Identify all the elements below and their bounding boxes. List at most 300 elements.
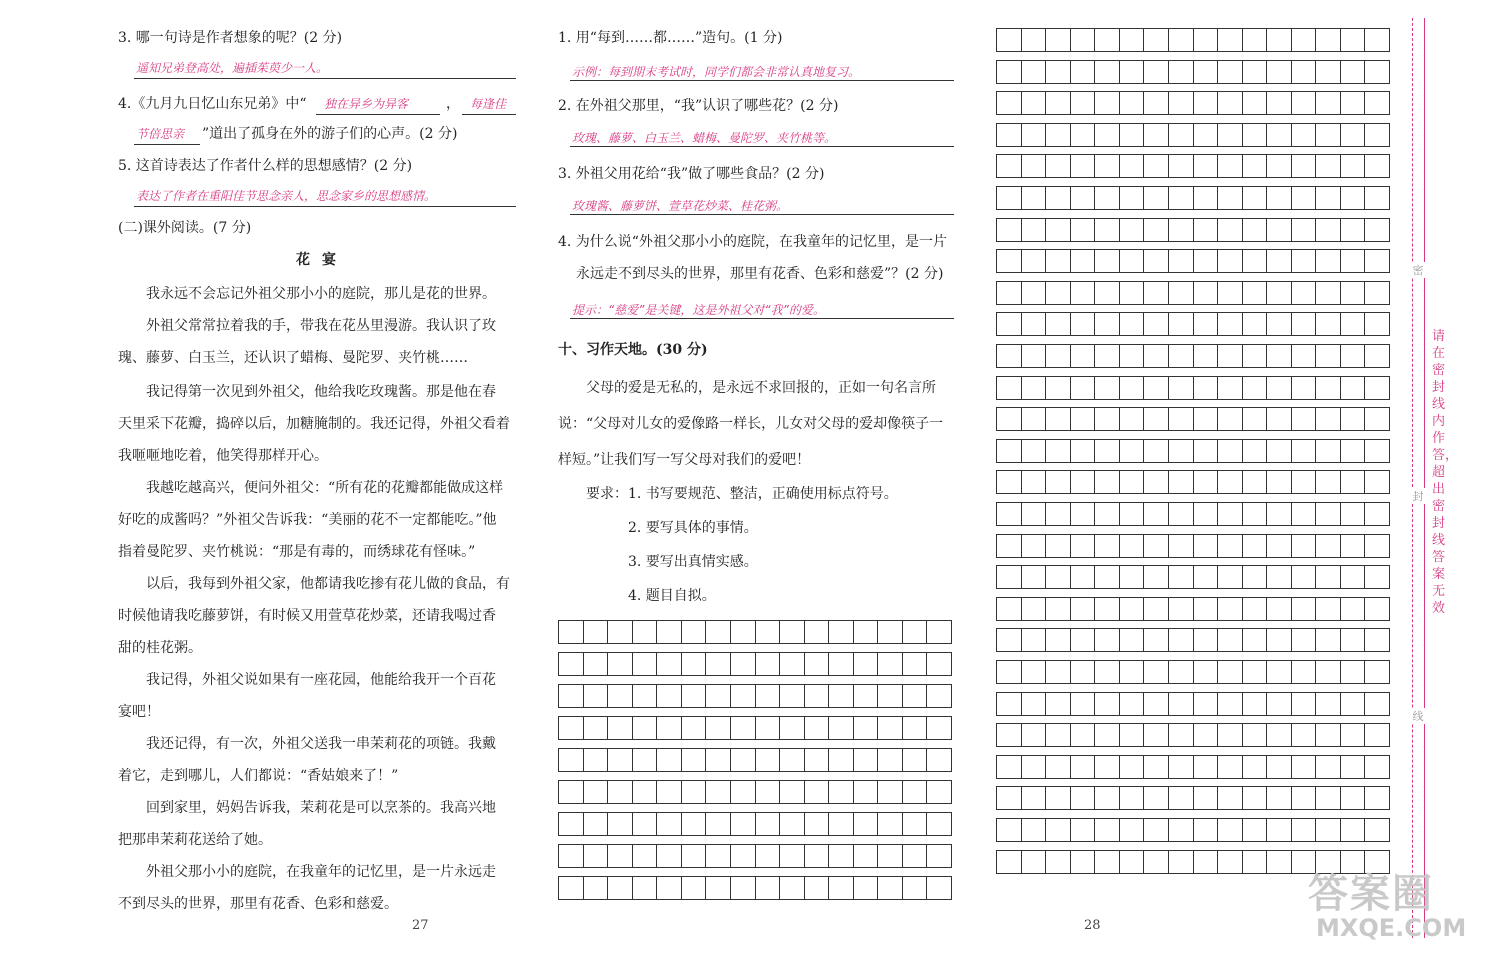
grid-cell[interactable] <box>926 845 951 867</box>
grid-cell[interactable] <box>853 749 878 771</box>
grid-cell[interactable] <box>1045 566 1070 588</box>
grid-cell[interactable] <box>926 653 951 675</box>
grid-cell[interactable] <box>1266 629 1291 651</box>
grid-cell[interactable] <box>1340 408 1365 430</box>
grid-cell[interactable] <box>1193 440 1218 462</box>
grid-cell[interactable] <box>656 685 681 707</box>
grid-cell[interactable] <box>1143 566 1168 588</box>
grid-cell[interactable] <box>1119 282 1144 304</box>
grid-cell[interactable] <box>1143 250 1168 272</box>
grid-cell[interactable] <box>902 749 927 771</box>
grid-cell[interactable] <box>1119 787 1144 809</box>
grid-cell[interactable] <box>1193 693 1218 715</box>
grid-cell[interactable] <box>1266 440 1291 462</box>
grid-cell[interactable] <box>853 845 878 867</box>
grid-cell[interactable] <box>1364 313 1389 335</box>
writing-grid-middle[interactable] <box>558 620 952 900</box>
grid-cell[interactable] <box>1217 250 1242 272</box>
grid-cell[interactable] <box>1266 503 1291 525</box>
grid-cell[interactable] <box>1168 282 1193 304</box>
grid-cell[interactable] <box>1168 219 1193 241</box>
grid-cell[interactable] <box>1315 155 1340 177</box>
grid-cell[interactable] <box>656 621 681 643</box>
grid-cell[interactable] <box>1021 187 1046 209</box>
grid-cell[interactable] <box>1193 535 1218 557</box>
grid-cell[interactable] <box>1266 345 1291 367</box>
grid-cell[interactable] <box>997 29 1021 51</box>
grid-cell[interactable] <box>997 566 1021 588</box>
grid-cell[interactable] <box>1266 219 1291 241</box>
grid-cell[interactable] <box>1340 219 1365 241</box>
grid-cell[interactable] <box>583 877 608 899</box>
grid-cell[interactable] <box>1168 756 1193 778</box>
grid-cell[interactable] <box>681 845 706 867</box>
grid-cell[interactable] <box>1168 29 1193 51</box>
grid-cell[interactable] <box>1340 787 1365 809</box>
grid-cell[interactable] <box>828 717 853 739</box>
grid-cell[interactable] <box>1364 629 1389 651</box>
grid-cell[interactable] <box>755 749 780 771</box>
grid-cell[interactable] <box>1242 92 1267 114</box>
grid-cell[interactable] <box>1193 187 1218 209</box>
grid-cell[interactable] <box>902 845 927 867</box>
grid-cell[interactable] <box>1315 187 1340 209</box>
grid-cell[interactable] <box>1021 440 1046 462</box>
grid-cell[interactable] <box>1119 313 1144 335</box>
grid-cell[interactable] <box>1119 535 1144 557</box>
grid-cell[interactable] <box>1094 155 1119 177</box>
grid-cell[interactable] <box>1045 535 1070 557</box>
grid-cell[interactable] <box>1045 819 1070 841</box>
grid-cell[interactable] <box>828 653 853 675</box>
grid-cell[interactable] <box>853 877 878 899</box>
grid-cell[interactable] <box>1193 377 1218 399</box>
grid-cell[interactable] <box>1340 155 1365 177</box>
grid-cell[interactable] <box>1340 282 1365 304</box>
grid-cell[interactable] <box>1193 282 1218 304</box>
grid-cell[interactable] <box>1070 219 1095 241</box>
grid-cell[interactable] <box>1266 693 1291 715</box>
grid-cell[interactable] <box>997 282 1021 304</box>
grid-cell[interactable] <box>1119 219 1144 241</box>
grid-cell[interactable] <box>926 877 951 899</box>
grid-cell[interactable] <box>1045 598 1070 620</box>
grid-cell[interactable] <box>1021 61 1046 83</box>
grid-cell[interactable] <box>1242 187 1267 209</box>
grid-cell[interactable] <box>559 685 583 707</box>
grid-cell[interactable] <box>1094 819 1119 841</box>
grid-cell[interactable] <box>730 749 755 771</box>
grid-cell[interactable] <box>779 717 804 739</box>
grid-cell[interactable] <box>1168 124 1193 146</box>
grid-cell[interactable] <box>1094 787 1119 809</box>
grid-cell[interactable] <box>1193 629 1218 651</box>
grid-cell[interactable] <box>1266 124 1291 146</box>
grid-cell[interactable] <box>607 685 632 707</box>
grid-cell[interactable] <box>997 503 1021 525</box>
grid-cell[interactable] <box>1094 503 1119 525</box>
grid-cell[interactable] <box>1340 471 1365 493</box>
grid-cell[interactable] <box>997 345 1021 367</box>
grid-cell[interactable] <box>1266 155 1291 177</box>
grid-cell[interactable] <box>1143 535 1168 557</box>
grid-cell[interactable] <box>1315 819 1340 841</box>
grid-cell[interactable] <box>656 845 681 867</box>
grid-cell[interactable] <box>1340 313 1365 335</box>
grid-cell[interactable] <box>1242 724 1267 746</box>
grid-cell[interactable] <box>1315 219 1340 241</box>
grid-cell[interactable] <box>755 877 780 899</box>
grid-cell[interactable] <box>1070 187 1095 209</box>
grid-cell[interactable] <box>853 813 878 835</box>
grid-cell[interactable] <box>902 813 927 835</box>
grid-cell[interactable] <box>1266 724 1291 746</box>
grid-cell[interactable] <box>559 845 583 867</box>
grid-cell[interactable] <box>828 685 853 707</box>
grid-cell[interactable] <box>1021 29 1046 51</box>
grid-cell[interactable] <box>1143 598 1168 620</box>
grid-cell[interactable] <box>632 845 657 867</box>
grid-cell[interactable] <box>755 717 780 739</box>
grid-cell[interactable] <box>1045 282 1070 304</box>
grid-cell[interactable] <box>1217 693 1242 715</box>
grid-cell[interactable] <box>1315 408 1340 430</box>
grid-cell[interactable] <box>1094 566 1119 588</box>
grid-cell[interactable] <box>1143 408 1168 430</box>
grid-cell[interactable] <box>1045 124 1070 146</box>
grid-cell[interactable] <box>1242 219 1267 241</box>
grid-cell[interactable] <box>1193 408 1218 430</box>
grid-cell[interactable] <box>681 781 706 803</box>
grid-cell[interactable] <box>1094 693 1119 715</box>
grid-cell[interactable] <box>1315 313 1340 335</box>
grid-cell[interactable] <box>1217 440 1242 462</box>
grid-cell[interactable] <box>828 621 853 643</box>
grid-cell[interactable] <box>1340 503 1365 525</box>
grid-cell[interactable] <box>1291 187 1316 209</box>
grid-cell[interactable] <box>632 685 657 707</box>
grid-cell[interactable] <box>1291 155 1316 177</box>
grid-cell[interactable] <box>1315 566 1340 588</box>
grid-cell[interactable] <box>1168 503 1193 525</box>
grid-cell[interactable] <box>1266 566 1291 588</box>
grid-cell[interactable] <box>1315 629 1340 651</box>
grid-cell[interactable] <box>1193 503 1218 525</box>
grid-cell[interactable] <box>1094 124 1119 146</box>
grid-cell[interactable] <box>1193 724 1218 746</box>
grid-cell[interactable] <box>1045 851 1070 873</box>
grid-cell[interactable] <box>656 653 681 675</box>
grid-cell[interactable] <box>1217 61 1242 83</box>
grid-cell[interactable] <box>997 693 1021 715</box>
grid-cell[interactable] <box>1021 471 1046 493</box>
grid-cell[interactable] <box>755 845 780 867</box>
grid-cell[interactable] <box>902 781 927 803</box>
grid-cell[interactable] <box>1217 124 1242 146</box>
grid-cell[interactable] <box>1217 219 1242 241</box>
grid-cell[interactable] <box>755 813 780 835</box>
grid-cell[interactable] <box>1094 61 1119 83</box>
grid-cell[interactable] <box>1291 440 1316 462</box>
grid-cell[interactable] <box>997 61 1021 83</box>
grid-cell[interactable] <box>1119 440 1144 462</box>
grid-cell[interactable] <box>1094 250 1119 272</box>
grid-cell[interactable] <box>1242 440 1267 462</box>
grid-cell[interactable] <box>1094 661 1119 683</box>
grid-cell[interactable] <box>1217 756 1242 778</box>
grid-cell[interactable] <box>1143 819 1168 841</box>
grid-cell[interactable] <box>1217 29 1242 51</box>
grid-cell[interactable] <box>1193 787 1218 809</box>
grid-cell[interactable] <box>1119 250 1144 272</box>
grid-cell[interactable] <box>1045 471 1070 493</box>
grid-cell[interactable] <box>1315 124 1340 146</box>
grid-cell[interactable] <box>632 749 657 771</box>
grid-cell[interactable] <box>1070 377 1095 399</box>
grid-cell[interactable] <box>1217 535 1242 557</box>
grid-cell[interactable] <box>730 621 755 643</box>
grid-cell[interactable] <box>1070 29 1095 51</box>
grid-cell[interactable] <box>1045 313 1070 335</box>
grid-cell[interactable] <box>1070 693 1095 715</box>
grid-cell[interactable] <box>1364 503 1389 525</box>
grid-cell[interactable] <box>1193 345 1218 367</box>
grid-cell[interactable] <box>1217 787 1242 809</box>
grid-cell[interactable] <box>853 653 878 675</box>
grid-cell[interactable] <box>779 813 804 835</box>
grid-cell[interactable] <box>1266 313 1291 335</box>
grid-cell[interactable] <box>1168 851 1193 873</box>
grid-cell[interactable] <box>828 749 853 771</box>
grid-cell[interactable] <box>1217 187 1242 209</box>
grid-cell[interactable] <box>1340 124 1365 146</box>
grid-cell[interactable] <box>1045 345 1070 367</box>
grid-cell[interactable] <box>1242 819 1267 841</box>
grid-cell[interactable] <box>607 877 632 899</box>
grid-cell[interactable] <box>853 781 878 803</box>
grid-cell[interactable] <box>1364 187 1389 209</box>
grid-cell[interactable] <box>1021 629 1046 651</box>
grid-cell[interactable] <box>1070 629 1095 651</box>
grid-cell[interactable] <box>755 781 780 803</box>
grid-cell[interactable] <box>1291 787 1316 809</box>
grid-cell[interactable] <box>997 408 1021 430</box>
grid-cell[interactable] <box>1070 756 1095 778</box>
grid-cell[interactable] <box>1340 661 1365 683</box>
grid-cell[interactable] <box>1021 155 1046 177</box>
grid-cell[interactable] <box>1217 566 1242 588</box>
grid-cell[interactable] <box>1315 282 1340 304</box>
grid-cell[interactable] <box>1242 124 1267 146</box>
grid-cell[interactable] <box>1021 282 1046 304</box>
grid-cell[interactable] <box>1242 851 1267 873</box>
grid-cell[interactable] <box>1291 661 1316 683</box>
grid-cell[interactable] <box>997 535 1021 557</box>
grid-cell[interactable] <box>1193 155 1218 177</box>
grid-cell[interactable] <box>1070 92 1095 114</box>
grid-cell[interactable] <box>1315 598 1340 620</box>
grid-cell[interactable] <box>997 629 1021 651</box>
grid-cell[interactable] <box>632 877 657 899</box>
grid-cell[interactable] <box>997 471 1021 493</box>
grid-cell[interactable] <box>681 621 706 643</box>
grid-cell[interactable] <box>1315 92 1340 114</box>
grid-cell[interactable] <box>1340 187 1365 209</box>
grid-cell[interactable] <box>1070 124 1095 146</box>
grid-cell[interactable] <box>1168 598 1193 620</box>
grid-cell[interactable] <box>1143 282 1168 304</box>
grid-cell[interactable] <box>1266 29 1291 51</box>
grid-cell[interactable] <box>1021 724 1046 746</box>
grid-cell[interactable] <box>926 781 951 803</box>
grid-cell[interactable] <box>1094 598 1119 620</box>
grid-cell[interactable] <box>1291 724 1316 746</box>
grid-cell[interactable] <box>1340 377 1365 399</box>
grid-cell[interactable] <box>681 749 706 771</box>
grid-cell[interactable] <box>902 685 927 707</box>
grid-cell[interactable] <box>1168 535 1193 557</box>
grid-cell[interactable] <box>779 781 804 803</box>
grid-cell[interactable] <box>1070 313 1095 335</box>
grid-cell[interactable] <box>681 813 706 835</box>
grid-cell[interactable] <box>1143 155 1168 177</box>
grid-cell[interactable] <box>559 749 583 771</box>
grid-cell[interactable] <box>1119 124 1144 146</box>
grid-cell[interactable] <box>1070 440 1095 462</box>
grid-cell[interactable] <box>1119 92 1144 114</box>
grid-cell[interactable] <box>926 813 951 835</box>
grid-cell[interactable] <box>1119 187 1144 209</box>
grid-cell[interactable] <box>1119 155 1144 177</box>
grid-cell[interactable] <box>1143 345 1168 367</box>
grid-cell[interactable] <box>632 813 657 835</box>
grid-cell[interactable] <box>1070 851 1095 873</box>
grid-cell[interactable] <box>1094 219 1119 241</box>
grid-cell[interactable] <box>1094 535 1119 557</box>
grid-cell[interactable] <box>1021 566 1046 588</box>
grid-cell[interactable] <box>877 717 902 739</box>
grid-cell[interactable] <box>1340 629 1365 651</box>
grid-cell[interactable] <box>1291 345 1316 367</box>
grid-cell[interactable] <box>1021 661 1046 683</box>
grid-cell[interactable] <box>1143 503 1168 525</box>
grid-cell[interactable] <box>1242 377 1267 399</box>
grid-cell[interactable] <box>1364 408 1389 430</box>
grid-cell[interactable] <box>902 653 927 675</box>
grid-cell[interactable] <box>1070 345 1095 367</box>
grid-cell[interactable] <box>1291 503 1316 525</box>
grid-cell[interactable] <box>1193 92 1218 114</box>
grid-cell[interactable] <box>1364 471 1389 493</box>
grid-cell[interactable] <box>1364 661 1389 683</box>
grid-cell[interactable] <box>705 621 730 643</box>
grid-cell[interactable] <box>1340 61 1365 83</box>
grid-cell[interactable] <box>1193 819 1218 841</box>
grid-cell[interactable] <box>705 717 730 739</box>
grid-cell[interactable] <box>1364 598 1389 620</box>
grid-cell[interactable] <box>1021 345 1046 367</box>
grid-cell[interactable] <box>997 124 1021 146</box>
grid-cell[interactable] <box>583 749 608 771</box>
grid-cell[interactable] <box>1021 250 1046 272</box>
grid-cell[interactable] <box>1217 345 1242 367</box>
grid-cell[interactable] <box>607 749 632 771</box>
grid-cell[interactable] <box>1094 187 1119 209</box>
grid-cell[interactable] <box>804 813 829 835</box>
grid-cell[interactable] <box>1094 724 1119 746</box>
grid-cell[interactable] <box>1070 724 1095 746</box>
writing-grid-right[interactable] <box>996 28 1390 874</box>
grid-cell[interactable] <box>583 845 608 867</box>
grid-cell[interactable] <box>1291 92 1316 114</box>
grid-cell[interactable] <box>1094 377 1119 399</box>
grid-cell[interactable] <box>1291 61 1316 83</box>
grid-cell[interactable] <box>1021 219 1046 241</box>
grid-cell[interactable] <box>1242 787 1267 809</box>
grid-cell[interactable] <box>1291 471 1316 493</box>
grid-cell[interactable] <box>1168 566 1193 588</box>
grid-cell[interactable] <box>1045 408 1070 430</box>
grid-cell[interactable] <box>1143 629 1168 651</box>
grid-cell[interactable] <box>1021 313 1046 335</box>
grid-cell[interactable] <box>828 877 853 899</box>
grid-cell[interactable] <box>1021 756 1046 778</box>
grid-cell[interactable] <box>1094 471 1119 493</box>
grid-cell[interactable] <box>1070 471 1095 493</box>
grid-cell[interactable] <box>1143 756 1168 778</box>
grid-cell[interactable] <box>1291 408 1316 430</box>
grid-cell[interactable] <box>1266 787 1291 809</box>
grid-cell[interactable] <box>1315 503 1340 525</box>
grid-cell[interactable] <box>877 653 902 675</box>
grid-cell[interactable] <box>804 781 829 803</box>
grid-cell[interactable] <box>1266 535 1291 557</box>
grid-cell[interactable] <box>1291 756 1316 778</box>
grid-cell[interactable] <box>730 781 755 803</box>
grid-cell[interactable] <box>1119 661 1144 683</box>
grid-cell[interactable] <box>1168 313 1193 335</box>
grid-cell[interactable] <box>1340 29 1365 51</box>
grid-cell[interactable] <box>997 819 1021 841</box>
grid-cell[interactable] <box>1119 408 1144 430</box>
grid-cell[interactable] <box>1193 29 1218 51</box>
grid-cell[interactable] <box>926 749 951 771</box>
grid-cell[interactable] <box>559 781 583 803</box>
grid-cell[interactable] <box>1193 250 1218 272</box>
grid-cell[interactable] <box>1242 155 1267 177</box>
grid-cell[interactable] <box>779 685 804 707</box>
grid-cell[interactable] <box>779 749 804 771</box>
grid-cell[interactable] <box>1143 187 1168 209</box>
grid-cell[interactable] <box>1315 661 1340 683</box>
grid-cell[interactable] <box>997 661 1021 683</box>
grid-cell[interactable] <box>828 781 853 803</box>
grid-cell[interactable] <box>559 813 583 835</box>
grid-cell[interactable] <box>1094 29 1119 51</box>
grid-cell[interactable] <box>1070 566 1095 588</box>
grid-cell[interactable] <box>1168 377 1193 399</box>
grid-cell[interactable] <box>804 717 829 739</box>
grid-cell[interactable] <box>1340 598 1365 620</box>
grid-cell[interactable] <box>1364 566 1389 588</box>
grid-cell[interactable] <box>1045 756 1070 778</box>
grid-cell[interactable] <box>1364 155 1389 177</box>
grid-cell[interactable] <box>1070 598 1095 620</box>
grid-cell[interactable] <box>1340 566 1365 588</box>
grid-cell[interactable] <box>1143 61 1168 83</box>
grid-cell[interactable] <box>1364 282 1389 304</box>
grid-cell[interactable] <box>583 813 608 835</box>
